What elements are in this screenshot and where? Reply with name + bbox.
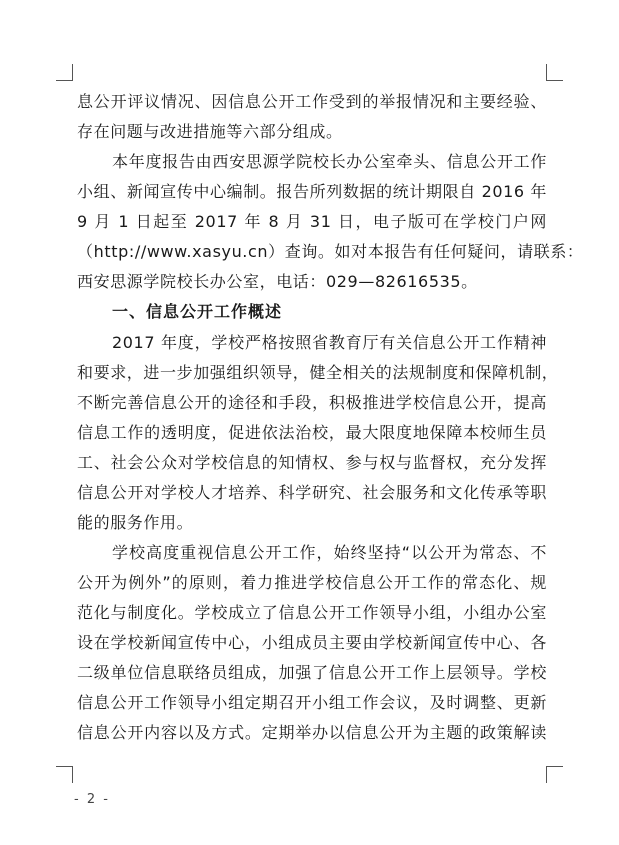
- crop-mark-top-right: [546, 64, 563, 81]
- page-number: - 2 -: [74, 792, 110, 807]
- body-line: 二级单位信息联络员组成，加强了信息公开工作上层领导。学校: [77, 663, 547, 682]
- body-line: 不断完善信息公开的途径和手段，积极推进学校信息公开，提高: [77, 393, 547, 412]
- crop-mark-top-left: [56, 64, 73, 81]
- body-line: 信息工作的透明度，促进依法治校，最大限度地保障本校师生员: [77, 423, 547, 442]
- body-line: 9 月 1 日起至 2017 年 8 月 31 日，电子版可在学校门户网: [77, 212, 547, 231]
- body-line: （http://www.xasyu.cn）查询。如对本报告有任何疑问，请联系：: [77, 242, 584, 261]
- body-line: 学校高度重视信息公开工作，始终坚持“以公开为常态、不: [112, 543, 547, 562]
- body-line: 信息公开工作领导小组定期召开小组工作会议，及时调整、更新: [77, 693, 547, 712]
- body-line: 公开为例外”的原则，着力推进学校信息公开工作的常态化、规: [77, 573, 547, 592]
- body-line: 范化与制度化。学校成立了信息公开工作领导小组，小组办公室: [77, 603, 547, 622]
- body-line: 能的服务作用。: [77, 513, 194, 532]
- body-line: 2017 年度，学校严格按照省教育厅有关信息公开工作精神: [112, 333, 547, 352]
- body-line: 信息公开内容以及方式。定期举办以信息公开为主题的政策解读: [77, 723, 547, 742]
- body-line: 本年度报告由西安思源学院校长办公室牵头、信息公开工作: [112, 152, 547, 171]
- body-line: 信息公开对学校人才培养、科学研究、社会服务和文化传承等职: [77, 483, 547, 502]
- section-heading: 一、信息公开工作概述: [112, 302, 283, 321]
- body-line: 和要求，进一步加强组织领导，健全相关的法规制度和保障机制，: [77, 363, 559, 382]
- body-line: 存在问题与改进措施等六部分组成。: [77, 122, 343, 141]
- body-line: 息公开评议情况、因信息公开工作受到的举报情况和主要经验、: [77, 92, 547, 111]
- body-line: 设在学校新闻宣传中心，小组成员主要由学校新闻宣传中心、各: [77, 633, 547, 652]
- crop-mark-bottom-right: [546, 766, 563, 783]
- body-line: 西安思源学院校长办公室，电话：029—82616535。: [77, 272, 478, 291]
- body-line: 工、社会公众对学校信息的知情权、参与权与监督权，充分发挥: [77, 453, 547, 472]
- body-line: 小组、新闻宣传中心编制。报告所列数据的统计期限自 2016 年: [77, 182, 547, 201]
- crop-mark-bottom-left: [56, 766, 73, 783]
